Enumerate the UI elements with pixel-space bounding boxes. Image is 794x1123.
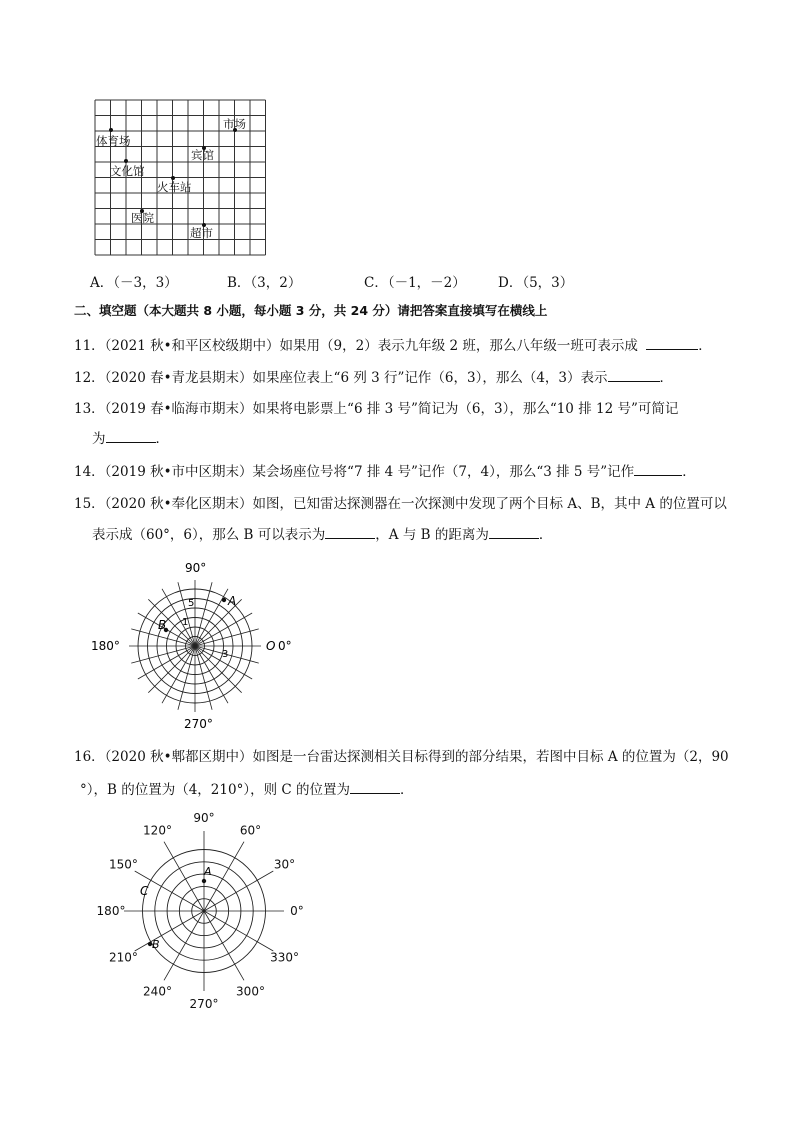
question-11 <box>74 335 712 356</box>
question-11-text: 11．（2021 秋•和平区校级期中）如果用（9，2）表示九年级 2 班，那么八年级一班可表示成 <box>74 338 638 354</box>
radar1-label-a: A <box>228 594 237 608</box>
radar2-angle-label-330: 330° <box>270 950 299 965</box>
radar1-angle-270: 270° <box>184 717 213 731</box>
question-15-text-3: ，A 与 B 的距离为 <box>375 527 489 543</box>
supermarket-label: 超市 <box>190 226 213 240</box>
market-label: 市场 <box>223 117 246 131</box>
radar1-ring-label-1: 1 <box>182 617 189 628</box>
culture-point <box>124 159 128 163</box>
question-15-line-1 <box>74 494 727 514</box>
radar1-angle-180: 180° <box>91 639 120 653</box>
question-14-text: 14．（2019 秋•市中区期末）某会场座位号将“7 排 4 号”记作（7，4），那么“3 排 5 号”记作 <box>74 464 635 480</box>
radar2-angle-label-90: 90° <box>193 811 215 825</box>
answer-blank-16[interactable] <box>350 779 400 794</box>
stadium-point <box>109 128 113 132</box>
radar2-ray <box>204 871 273 911</box>
question-11-end: ． <box>698 338 712 354</box>
option-a: A．（－3，3） <box>90 275 178 291</box>
answer-blank-12[interactable] <box>608 367 660 382</box>
question-16-text: 16．（2020 秋•郫都区期中）如图是一台雷达探测相关目标得到的部分结果，若图中目标 A 的位置为（2，90 <box>74 749 729 765</box>
question-15-line-2 <box>92 524 552 545</box>
radar2-angle-label-240: 240° <box>143 984 172 999</box>
radar2-ray <box>204 911 273 951</box>
radar2-ray <box>204 911 244 980</box>
hospital-label: 医院 <box>131 211 154 225</box>
radar2-angle-label-180: 180° <box>96 904 126 918</box>
radar1-ray <box>195 646 212 710</box>
question-14-end: ． <box>682 464 696 480</box>
section-title: 二、填空题（本大题共 8 小题，每小题 3 分，共 24 分）请把答案直接填写在横线上 <box>74 303 548 318</box>
option-d: D．（5，3） <box>498 275 574 291</box>
hotel-label: 宾馆 <box>191 148 214 162</box>
question-13-end: ． <box>155 431 169 447</box>
stadium-label: 体育场 <box>96 134 131 148</box>
answer-blank-13[interactable] <box>106 428 156 443</box>
question-16-line-1 <box>74 747 729 767</box>
radar2-angle-label-30: 30° <box>273 857 296 872</box>
answer-blank-11[interactable] <box>646 335 698 350</box>
radar1-ray <box>195 629 259 646</box>
question-16-end: ． <box>399 782 414 798</box>
question-12 <box>74 367 673 388</box>
answer-blank-14[interactable] <box>634 461 682 476</box>
radar2-label-c: C <box>140 884 149 898</box>
radar2-label-a: A <box>204 865 212 878</box>
station-label: 火车站 <box>157 180 192 194</box>
radar2-angle-label-60: 60° <box>239 823 262 838</box>
radar1-ray <box>178 582 195 646</box>
answer-blank-15-b[interactable] <box>325 524 375 539</box>
radar-figure-2 <box>96 808 320 1018</box>
radar2-point-a <box>202 879 206 883</box>
radar2-ray <box>135 911 204 951</box>
radar2-label-b: B <box>152 938 160 951</box>
question-15-text: 15．（2020 秋•奉化区期末）如图，已知雷达探测器在一次探测中发现了两个目标 A、B，其中 A 的位置可以 <box>74 496 727 512</box>
radar2-angle-label-300: 300° <box>236 984 265 999</box>
radar2-angle-label-150: 150° <box>109 857 138 872</box>
question-16-text-2: °），B 的位置为（4，210°），则 C 的位置为 <box>80 782 350 798</box>
radar1-ray <box>195 582 212 646</box>
radar1-label-o: O <box>266 639 276 653</box>
question-15-end: ． <box>538 527 553 543</box>
radar2-ray <box>164 911 204 980</box>
radar1-point-a <box>222 598 226 602</box>
question-13-text: 13．（2019 春•临海市期末）如果将电影票上“6 排 3 号”简记为（6，3），那么“10 排 12 号”可简记 <box>74 401 679 417</box>
radar1-ray <box>178 646 195 710</box>
radar1-ray <box>131 646 195 663</box>
radar2-angle-label-0: 0° <box>290 904 304 918</box>
question-14 <box>74 461 696 482</box>
question-12-end: ． <box>659 370 673 386</box>
question-13-line-2 <box>92 428 169 449</box>
radar1-label-b: B <box>158 618 167 632</box>
radar-figure-1 <box>88 558 308 733</box>
radar1-angle-90: 90° <box>185 561 207 575</box>
option-c: C．（－1，－2） <box>364 275 466 291</box>
radar2-ray <box>164 842 204 911</box>
answer-blank-15-distance[interactable] <box>489 524 539 539</box>
question-13-text-2: 为 <box>92 431 106 447</box>
option-b: B．（3，2） <box>227 275 302 291</box>
question-12-text: 12．（2020 春•青龙县期末）如果座位表上“6 列 3 行”记作（6，3），那么（4，3）表示 <box>74 370 608 386</box>
radar2-angle-label-120: 120° <box>143 823 172 838</box>
radar2-angle-label-210: 210° <box>109 950 138 965</box>
question-15-text-2: 表示成（60°，6），那么 B 可以表示为 <box>92 527 326 543</box>
radar1-ring-label-5: 5 <box>188 598 195 609</box>
culture-label: 文化馆 <box>110 164 145 178</box>
radar1-angle-0: 0° <box>278 639 292 653</box>
grid-map-figure <box>90 98 272 260</box>
radar2-angle-label-270: 270° <box>189 997 219 1011</box>
radar1-ring-label-3: 3 <box>222 649 229 660</box>
question-16-line-2 <box>80 779 413 800</box>
question-13-line-1 <box>74 399 678 419</box>
